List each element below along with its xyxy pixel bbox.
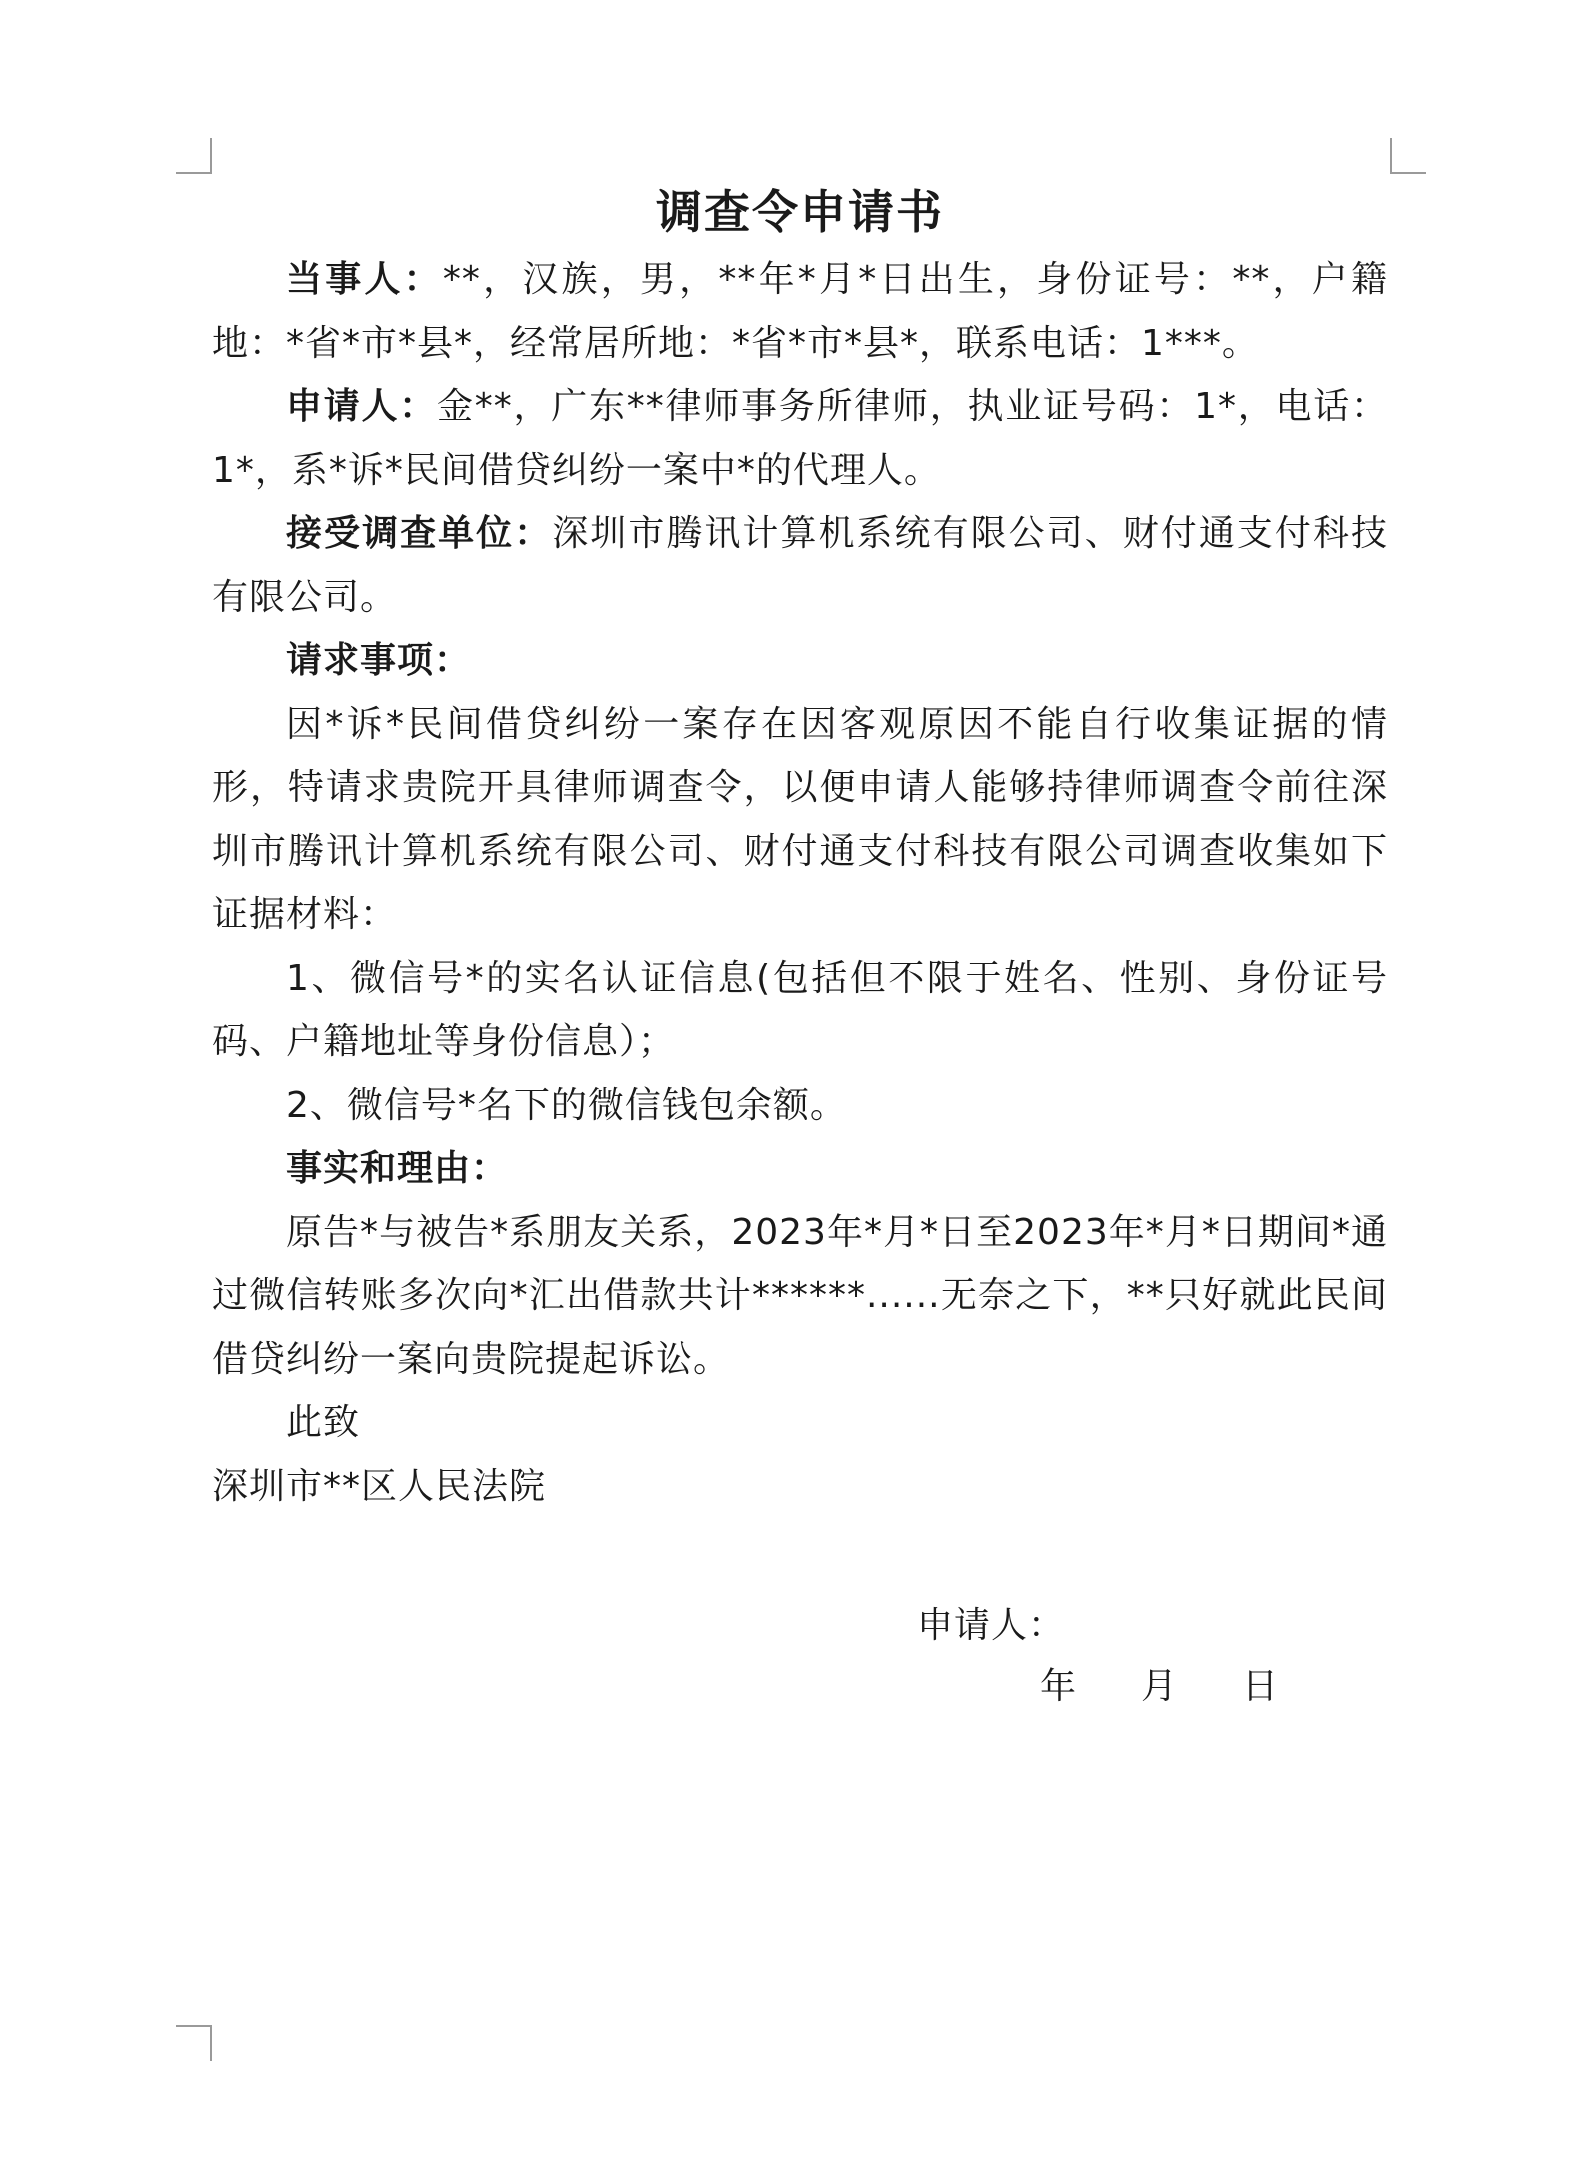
- applicant-label: 申请人：: [286, 386, 438, 427]
- investigated-unit-text: 深圳市腾讯计算机系统有限公司、财付通支付科技有限公司。: [212, 513, 1388, 618]
- date-year: 年: [1040, 1666, 1078, 1707]
- crop-mark-top-right: [1390, 138, 1426, 174]
- applicant-paragraph: [212, 375, 1388, 502]
- crop-mark-bottom-left: [176, 2025, 212, 2061]
- party-paragraph: [212, 248, 1388, 375]
- facts-text: 原告*与被告*系朋友关系，2023年*月*日至2023年*月*日期间*通过微信转账多次向*汇出借款共计******......无奈之下，**只好就此民间借贷纠纷一案向贵院提起诉讼。: [212, 1211, 1388, 1380]
- party-label: 当事人：: [286, 259, 443, 300]
- request-item-2: 2、微信号*名下的微信钱包余额。: [286, 1084, 847, 1126]
- document-title: 调查令申请书: [656, 185, 944, 239]
- request-intro: 因*诉*民间借贷纠纷一案存在因客观原因不能自行收集证据的情形，特请求贵院开具律师调查令，以便申请人能够持律师调查令前往深圳市腾讯计算机系统有限公司、财付通支付科技有限公司调查收集如下证据材料：: [212, 703, 1388, 935]
- party-text: **，汉族，男，**年*月*日出生，身份证号：**，户籍地：*省*市*县*，经常居所地：*省*市*县*，联系电话：1***。: [212, 259, 1388, 364]
- signature-date: [1040, 1658, 1279, 1709]
- document-page: [212, 180, 1388, 1518]
- facts-heading: 事实和理由：: [286, 1148, 509, 1189]
- investigated-unit-paragraph: [212, 502, 1388, 629]
- date-day: 日: [1242, 1666, 1280, 1707]
- request-heading: 请求事项：: [286, 640, 472, 681]
- closing-text: 此致: [286, 1402, 361, 1443]
- court-name: 深圳市**区人民法院: [212, 1465, 547, 1507]
- signature-label: 申请人：: [917, 1605, 1066, 1646]
- date-month: 月: [1141, 1666, 1179, 1707]
- request-item-1: 1、微信号*的实名认证信息(包括但不限于姓名、性别、身份证号码、户籍地址等身份信息）；: [212, 957, 1388, 1062]
- crop-mark-top-left: [176, 138, 212, 174]
- investigated-unit-label: 接受调查单位：: [286, 513, 553, 554]
- applicant-text: 金**，广东**律师事务所律师，执业证号码：1*，电话：1*，系*诉*民间借贷纠纷一案中*的代理人。: [212, 386, 1388, 491]
